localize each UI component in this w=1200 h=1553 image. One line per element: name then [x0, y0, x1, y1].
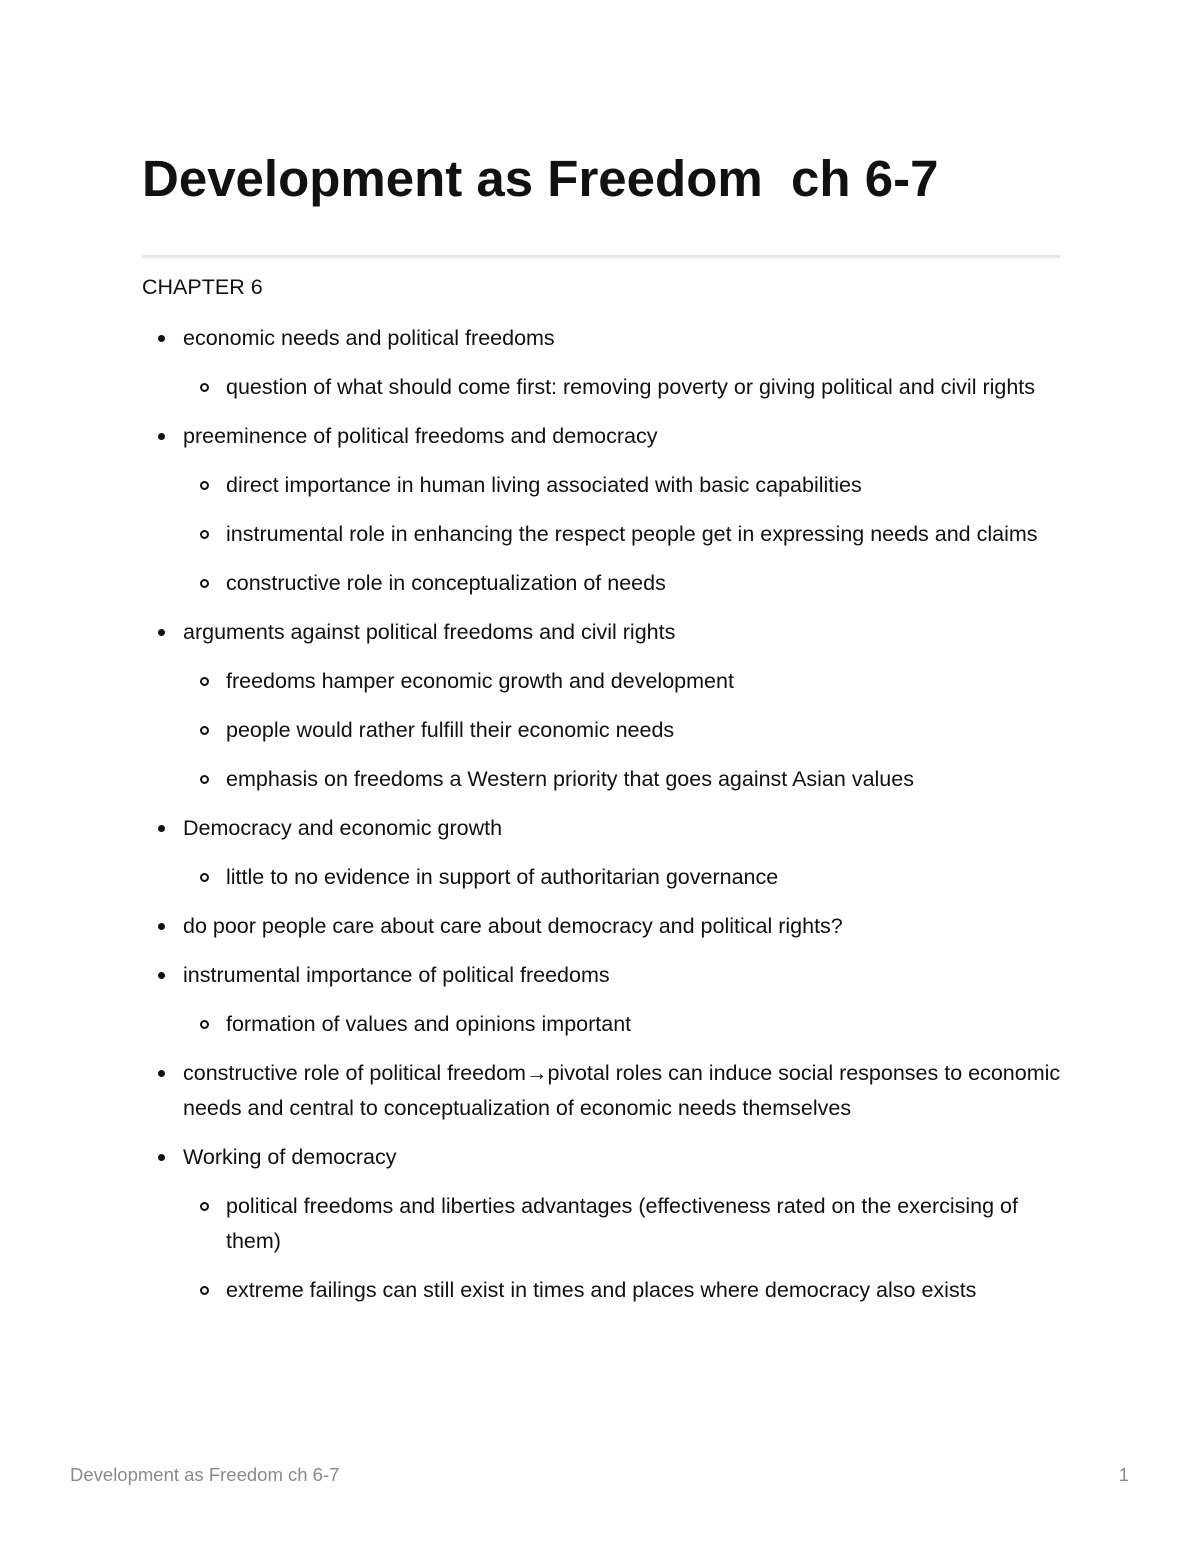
- sub-bullet-item: [183, 1007, 1062, 1042]
- sub-bullet-item-text: formation of values and opinions important: [226, 1012, 632, 1036]
- bullet-item-text: preeminence of political freedoms and democracy: [183, 424, 658, 448]
- sub-bullet-list: [183, 664, 1062, 797]
- sub-bullet-item: [183, 762, 1062, 797]
- section-heading: CHAPTER 6: [142, 275, 263, 299]
- bullet-item: [142, 1140, 1062, 1308]
- sub-bullet-item: [183, 566, 1062, 601]
- sub-bullet-item-text: question of what should come first: removing poverty or giving political and civil rights: [226, 375, 1036, 399]
- bullet-item: [142, 958, 1062, 1042]
- sub-bullet-item-text: extreme failings can still exist in times and places where democracy also exists: [226, 1278, 977, 1302]
- sub-bullet-item: [183, 664, 1062, 699]
- sub-bullet-item-text: political freedoms and liberties advantages (effectiveness rated on the exercising of them): [226, 1194, 1018, 1253]
- sub-bullet-list: [183, 468, 1062, 601]
- sub-bullet-item: [183, 860, 1062, 895]
- sub-bullet-item-text: instrumental role in enhancing the respect people get in expressing needs and claims: [226, 522, 1038, 546]
- notes-outline: [142, 321, 1062, 1322]
- sub-bullet-item: [183, 1273, 1062, 1308]
- bullet-item-text: Working of democracy: [183, 1145, 397, 1169]
- sub-bullet-item-text: people would rather fulfill their economic needs: [226, 718, 675, 742]
- sub-bullet-item: [183, 713, 1062, 748]
- page-title: Development as Freedom ch 6-7: [142, 150, 939, 207]
- sub-bullet-list: [183, 860, 1062, 895]
- bullet-item-text: constructive role of political freedom→pivotal roles can induce social responses to economic needs and central to conceptualization of economic needs themselves: [183, 1061, 1061, 1120]
- sub-bullet-item: [183, 468, 1062, 503]
- title-divider: [142, 255, 1060, 258]
- footer-title: Development as Freedom ch 6-7: [70, 1464, 340, 1485]
- bullet-item: [142, 811, 1062, 895]
- sub-bullet-item: [183, 517, 1062, 552]
- sub-bullet-item: [183, 370, 1062, 405]
- bullet-item-text: Democracy and economic growth: [183, 816, 503, 840]
- bullet-item-text: arguments against political freedoms and civil rights: [183, 620, 676, 644]
- bullet-item-text: do poor people care about care about democracy and political rights?: [183, 914, 843, 938]
- sub-bullet-item-text: constructive role in conceptualization of needs: [226, 571, 666, 595]
- bullet-item: [142, 321, 1062, 405]
- sub-bullet-list: [183, 370, 1062, 405]
- bullet-item: [142, 419, 1062, 601]
- sub-bullet-item-text: freedoms hamper economic growth and development: [226, 669, 734, 693]
- footer-page-number: 1: [1118, 1464, 1129, 1485]
- sub-bullet-item-text: direct importance in human living associated with basic capabilities: [226, 473, 862, 497]
- sub-bullet-item-text: emphasis on freedoms a Western priority that goes against Asian values: [226, 767, 914, 791]
- sub-bullet-item-text: little to no evidence in support of authoritarian governance: [226, 865, 779, 889]
- sub-bullet-item: [183, 1189, 1062, 1259]
- bullet-item-text: instrumental importance of political freedoms: [183, 963, 610, 987]
- bullet-item-text: economic needs and political freedoms: [183, 326, 555, 350]
- bullet-item: [142, 615, 1062, 797]
- bullet-item: [142, 1056, 1062, 1126]
- bullet-item: [142, 909, 1062, 944]
- sub-bullet-list: [183, 1189, 1062, 1308]
- sub-bullet-list: [183, 1007, 1062, 1042]
